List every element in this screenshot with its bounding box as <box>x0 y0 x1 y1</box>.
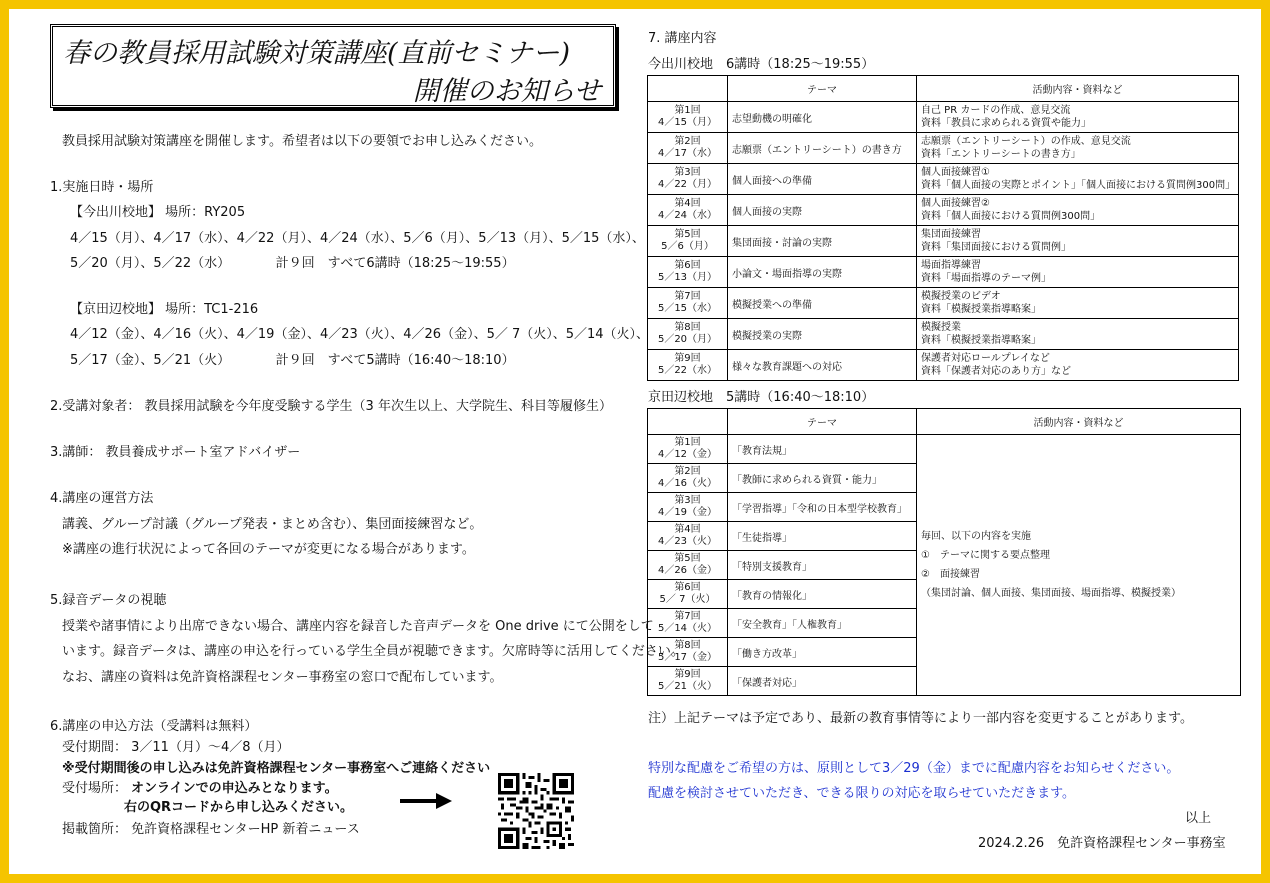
section3-text: 3.講師： 教員養成サポート室アドバイザー <box>50 445 301 460</box>
session-date: 5／14（火） <box>657 623 718 634</box>
session-date: 5／22（水） <box>657 365 718 376</box>
page-title-line2: 開催のお知らせ <box>412 76 601 107</box>
kyotanabe-dates-2: 5／17（金）、5／21（火） 計９回 すべて5講時（16:40～18:10） <box>70 353 515 368</box>
activity-line1: 自己 PR カードの作成、意見交流 <box>921 105 1071 116</box>
table-row <box>648 350 1239 381</box>
section4-heading: 4.講座の運営方法 <box>50 491 154 506</box>
activity-line1: 模擬授業 <box>921 322 961 333</box>
activity-summary-line2: ① テーマに関する要点整理 <box>921 550 1050 561</box>
section5-line3: なお、講座の資料は免許資格課程センター事務室の窓口で配布しています。 <box>62 670 503 685</box>
qr-code[interactable] <box>498 773 574 849</box>
session-date: 5／6（月） <box>661 241 714 252</box>
session-theme: 「生徒指導」 <box>728 522 917 551</box>
activity-line1: 保護者対応ロールプレイなど <box>921 353 1050 364</box>
activity-line2: 資料「集団面接における質問例」 <box>921 242 1071 253</box>
session-theme: 模擬授業の実際 <box>728 319 917 350</box>
title-box <box>50 24 616 108</box>
section7-heading: 7. 講座内容 <box>648 31 717 46</box>
activity-summary-line4: （集団討論、個人面接、集団面接、場面指導、模擬授業） <box>921 588 1181 599</box>
session-theme: 「教育法規」 <box>728 435 917 464</box>
table-row <box>648 195 1239 226</box>
session-date: 4／26（金） <box>657 565 718 576</box>
activity-line2: 資料「保護者対応のあり方」など <box>921 366 1071 377</box>
session-theme: 模擬授業への準備 <box>728 288 917 319</box>
session-date: 4／23（火） <box>657 536 718 547</box>
application-period: 受付期間： 3／11（月）～4／8（月） <box>62 740 290 755</box>
activity-line1: 模擬授業のビデオ <box>921 291 1001 302</box>
table-row <box>648 319 1239 350</box>
application-place-label: 受付場所： <box>62 781 128 796</box>
session-theme: 「働き方改革」 <box>728 638 917 667</box>
kyotanabe-place: 【京田辺校地】 場所：TC1-216 <box>70 302 259 317</box>
session-date: 4／15（月） <box>657 117 718 128</box>
session-date: 4／22（月） <box>657 179 718 190</box>
session-theme: 様々な教育課題への対応 <box>728 350 917 381</box>
session-number: 第6回 <box>674 260 701 271</box>
session-number: 第6回 <box>674 582 701 593</box>
section4-line2: ※講座の進行状況によって各回のテーマが変更になる場合があります。 <box>62 542 475 557</box>
table-row <box>648 435 1241 464</box>
session-date: 5／13（月） <box>657 272 718 283</box>
imadegawa-dates-1: 4／15（月）、4／17（水）、4／22（月）、4／24（水）、5／6（月）、5／13（月）、5／15（水）、 <box>70 231 645 246</box>
session-number: 第3回 <box>674 167 701 178</box>
session-number: 第8回 <box>674 322 701 333</box>
session-number: 第5回 <box>674 553 701 564</box>
accommodation-line1: 特別な配慮をご希望の方は、原則として3／29（金）までに配慮内容をお知らせください。 <box>648 761 1180 776</box>
imadegawa-schedule-table <box>647 75 1239 381</box>
header-session <box>648 76 728 102</box>
activity-summary-line1: 毎回、以下の内容を実施 <box>921 531 1031 542</box>
intro-text: 教員採用試験対策講座を開催します。希望者は以下の要領でお申し込みください。 <box>62 134 542 149</box>
session-theme: 「安全教育」「人権教育」 <box>728 609 917 638</box>
session-number: 第1回 <box>674 105 701 116</box>
activity-line1: 場面指導練習 <box>921 260 981 271</box>
session-theme: 個人面接の実際 <box>728 195 917 226</box>
table-row <box>648 226 1239 257</box>
activity-line2: 資料「模擬授業指導略案」 <box>921 304 1041 315</box>
imadegawa-table-caption: 今出川校地 6講時（18:25～19:55） <box>648 57 875 72</box>
activity-line2: 資料「個人面接の実際とポイント」「個人面接における質問例300問」 <box>921 180 1236 191</box>
session-number: 第2回 <box>674 466 701 477</box>
activity-line2: 資料「模擬授業指導略案」 <box>921 335 1041 346</box>
section2-text: 2.受講対象者： 教員採用試験を今年度受験する学生（3 年次生以上、大学院生、科目等履修生） <box>50 399 612 414</box>
session-theme: 「教育の情報化」 <box>728 580 917 609</box>
section5-line2: います。録音データは、講座の申込を行っている学生全員が視聴できます。欠席時等に活用してください。 <box>62 644 684 659</box>
session-date: 5／20（月） <box>657 334 718 345</box>
session-date: 5／17（金） <box>657 652 718 663</box>
session-number: 第2回 <box>674 136 701 147</box>
session-theme: 小論文・場面指導の実際 <box>728 257 917 288</box>
section5-heading: 5.録音データの視聴 <box>50 593 167 608</box>
session-number: 第7回 <box>674 611 701 622</box>
session-date: 4／16（火） <box>657 478 718 489</box>
session-date: 5／15（水） <box>657 303 718 314</box>
activity-line1: 志願票（エントリーシート）の作成、意見交流 <box>921 136 1131 147</box>
session-date: 4／17（水） <box>657 148 718 159</box>
section1-heading: 1.実施日時・場所 <box>50 180 154 195</box>
table-row <box>648 133 1239 164</box>
page-title-line1: 春の教員採用試験対策講座(直前セミナー) <box>63 38 571 69</box>
imadegawa-dates-2: 5／20（月）、5／22（水） 計９回 すべて6講時（18:25～19:55） <box>70 256 515 271</box>
table-row <box>648 102 1239 133</box>
session-date: 4／19（金） <box>657 507 718 518</box>
section6-heading: 6.講座の申込方法（受講料は無料） <box>50 719 258 734</box>
session-number: 第3回 <box>674 495 701 506</box>
section4-line1: 講義、グループ討議（グループ発表・まとめ含む）、集団面接練習など。 <box>62 517 483 532</box>
session-theme: 志望動機の明確化 <box>728 102 917 133</box>
session-date: 5／21（火） <box>657 681 718 692</box>
kyotanabe-schedule-table <box>647 408 1241 696</box>
session-number: 第9回 <box>674 353 701 364</box>
section5-line1: 授業や諸事情により出席できない場合、講座内容を録音した音声データを One drive にて公開をして <box>62 619 654 634</box>
table-row <box>648 257 1239 288</box>
issue-date-office: 2024.2.26 免許資格課程センター事務室 <box>978 836 1226 851</box>
activity-summary-line3: ② 面接練習 <box>921 569 980 580</box>
table-header-row <box>648 409 1241 435</box>
header-theme: テーマ <box>728 76 917 102</box>
session-number: 第7回 <box>674 291 701 302</box>
schedule-change-note: 注）上記テーマは予定であり、最新の教育事情等により一部内容を変更することがあります。 <box>648 711 1193 726</box>
table-row <box>648 288 1239 319</box>
header-theme: テーマ <box>728 409 917 435</box>
kyotanabe-activity-cell <box>917 435 1241 696</box>
session-date: 4／12（金） <box>657 449 718 460</box>
session-number: 第4回 <box>674 198 701 209</box>
activity-line2: 資料「教員に求められる資質や能力」 <box>921 118 1091 129</box>
session-theme: 「保護者対応」 <box>728 667 917 696</box>
activity-line1: 集団面接練習 <box>921 229 981 240</box>
late-application-note: ※受付期間後の申し込みは免許資格課程センター事務室へご連絡ください <box>62 761 491 776</box>
accommodation-line2: 配慮を検討させていただき、できる限りの対応を取らせていただきます。 <box>648 786 1076 801</box>
session-theme: 「教師に求められる資質・能力」 <box>728 464 917 493</box>
session-number: 第1回 <box>674 437 701 448</box>
session-date: 4／24（水） <box>657 210 718 221</box>
session-theme: 「学習指導」「令和の日本型学校教育」 <box>728 493 917 522</box>
session-theme: 「特別支援教育」 <box>728 551 917 580</box>
header-session <box>648 409 728 435</box>
activity-line2: 資料「エントリーシートの書き方」 <box>921 149 1081 160</box>
application-online: オンラインでの申込みとなります。 <box>131 781 338 796</box>
session-number: 第4回 <box>674 524 701 535</box>
header-activity: 活動内容・資料など <box>917 76 1239 102</box>
session-number: 第9回 <box>674 669 701 680</box>
arrow-right-icon <box>400 793 452 809</box>
application-qr-note: 右のQRコードから申し込みください。 <box>124 800 354 815</box>
posting-location: 掲載箇所： 免許資格課程センターHP 新着ニュース <box>62 822 360 837</box>
activity-line1: 個人面接練習① <box>921 167 990 178</box>
session-number: 第5回 <box>674 229 701 240</box>
table-header-row <box>648 76 1239 102</box>
closing-ijou: 以上 <box>1185 811 1212 826</box>
session-date: 5／ 7（火） <box>659 594 716 605</box>
kyotanabe-table-caption: 京田辺校地 5講時（16:40～18:10） <box>648 390 875 405</box>
activity-line2: 資料「個人面接における質問例300問」 <box>921 211 1101 222</box>
imadegawa-place: 【今出川校地】 場所：RY205 <box>70 205 246 220</box>
table-row <box>648 164 1239 195</box>
activity-line1: 個人面接練習② <box>921 198 990 209</box>
session-theme: 個人面接への準備 <box>728 164 917 195</box>
session-theme: 集団面接・討論の実際 <box>728 226 917 257</box>
session-theme: 志願票（エントリーシート）の書き方 <box>728 133 917 164</box>
session-number: 第8回 <box>674 640 701 651</box>
kyotanabe-dates-1: 4／12（金）、4／16（火）、4／19（金）、4／23（火）、4／26（金）、5／ 7（火）、5／14（火）、 <box>70 327 650 342</box>
activity-line2: 資料「場面指導のテーマ例」 <box>921 273 1051 284</box>
header-activity: 活動内容・資料など <box>917 409 1241 435</box>
